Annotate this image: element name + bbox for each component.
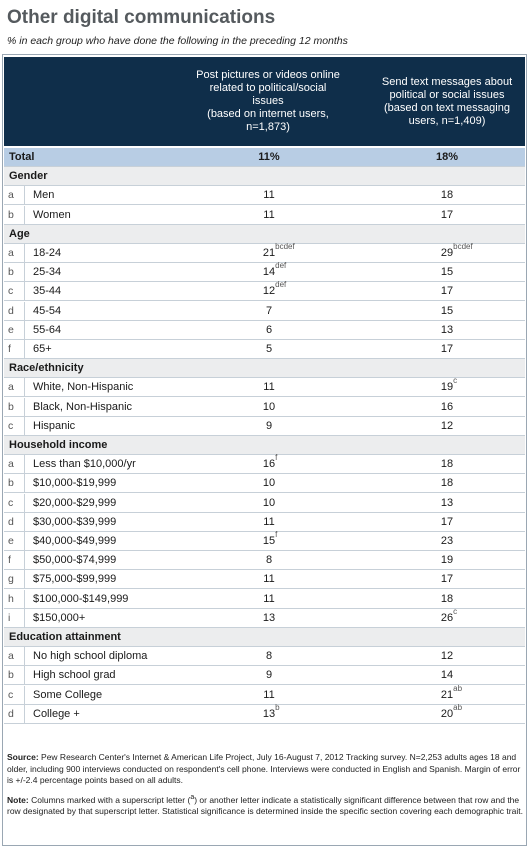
cell-col2 [422, 189, 472, 201]
cell-col2 [422, 669, 472, 681]
cell-col2-value: 17 [440, 285, 454, 298]
cell-col2-value: 12 [440, 650, 454, 663]
row-letter-divider [24, 398, 25, 416]
section-header [4, 359, 525, 378]
page-title: Other digital communications [7, 7, 276, 28]
cell-col1 [244, 612, 294, 624]
cell-col1-wrap [263, 612, 275, 624]
row-label: Black, Non-Hispanic [33, 400, 133, 413]
cell-col1-wrap [266, 343, 272, 355]
row-letter: c [8, 419, 14, 432]
cell-col1 [244, 689, 294, 701]
cell-col1-value: 11 [263, 189, 275, 202]
row-letter: d [8, 304, 14, 317]
cell-col1-value: 10 [262, 477, 276, 490]
row-label: White, Non-Hispanic [33, 381, 134, 394]
table-row [4, 378, 525, 397]
row-letter-divider [24, 302, 25, 320]
row-letter: c [8, 496, 14, 509]
table-row [4, 551, 525, 570]
row-letter: a [8, 247, 14, 259]
cell-col1-value: 5 [265, 343, 273, 355]
row-letter: b [8, 477, 14, 490]
cell-col1-wrap [263, 381, 274, 393]
cell-col2-wrap [441, 189, 453, 201]
cell-col1-value: 11 [263, 208, 275, 221]
cell-col2-wrap [440, 702, 463, 720]
row-letter: c [8, 688, 14, 701]
significance-superscript: f [275, 453, 278, 463]
table-row [4, 532, 525, 551]
row-letter-divider [24, 513, 25, 531]
row-label: $30,000-$39,999 [33, 515, 117, 528]
section-title: Age [9, 227, 30, 240]
cell-col2-wrap [441, 497, 453, 509]
row-label: Men [33, 189, 55, 202]
cell-col2 [422, 606, 472, 624]
cell-col2-value: 14 [440, 669, 454, 682]
section-title: Household income [9, 439, 108, 451]
cell-col1 [244, 593, 294, 605]
significance-superscript: c [453, 376, 458, 386]
section-header [4, 225, 525, 244]
cell-col2-value: 17 [440, 573, 454, 586]
cell-col1-value: 11 [263, 688, 275, 701]
row-label: No high school diploma [33, 650, 148, 663]
cell-col2-wrap [441, 573, 453, 585]
row-label: 45-54 [33, 304, 62, 317]
cell-col1 [244, 477, 294, 489]
row-letter: b [8, 669, 14, 682]
cell-col2 [422, 593, 472, 605]
cell-col2 [422, 324, 472, 336]
table-row [4, 398, 525, 417]
row-letter: a [8, 458, 14, 471]
section-title: Race/ethnicity [9, 362, 84, 375]
cell-col1 [244, 305, 294, 317]
cell-col1-wrap [266, 650, 272, 662]
cell-col1-value: 21 [262, 247, 276, 259]
cell-col1 [244, 554, 294, 566]
row-label: Hispanic [33, 419, 76, 432]
table-row [4, 494, 525, 513]
cell-col1-wrap [262, 261, 287, 279]
row-label: $20,000-$29,999 [33, 496, 117, 509]
row-letter: b [8, 266, 14, 279]
footnotes [7, 752, 525, 822]
row-label: 55-64 [33, 323, 62, 336]
header-col-post-pictures: Post pictures or videos online related to political/social issues (based on internet users, n=1,873) [196, 69, 340, 133]
cell-col1 [244, 324, 294, 336]
table-row [4, 590, 525, 609]
cell-col2-value: 20 [440, 707, 454, 720]
cell-col1 [244, 530, 294, 547]
cell-col1 [244, 573, 294, 585]
cell-col1-value: 6 [265, 323, 273, 336]
cell-col2 [422, 401, 472, 413]
table-row [4, 244, 525, 263]
cell-col2-wrap [441, 535, 453, 547]
row-letter: g [8, 573, 14, 586]
cell-col1-wrap [263, 477, 275, 489]
cell-col2 [422, 477, 472, 489]
row-label: $10,000-$19,999 [33, 477, 117, 490]
cell-col2 [422, 285, 472, 297]
cell-col2-value: 13 [440, 323, 454, 336]
cell-col1-value: 8 [265, 650, 273, 663]
significance-superscript: c [453, 606, 458, 616]
table-row [4, 263, 525, 282]
section-header [4, 628, 525, 647]
table-row [4, 282, 525, 301]
row-letter-divider [24, 609, 25, 627]
cell-col2-value: 12 [440, 419, 454, 432]
cell-col2-wrap [441, 305, 453, 317]
cell-col2 [422, 266, 472, 278]
row-letter-divider [24, 206, 25, 224]
cell-col2-value: 15 [440, 266, 454, 279]
cell-col1 [244, 650, 294, 662]
row-label: $75,000-$99,999 [33, 573, 117, 586]
row-letter-divider [24, 686, 25, 704]
table-header [4, 57, 525, 146]
cell-col2-wrap [441, 401, 453, 413]
cell-col2-wrap [441, 458, 453, 470]
cell-col2-wrap [441, 477, 453, 489]
cell-col2 [422, 376, 472, 394]
cell-col2-wrap [441, 650, 453, 662]
significance-superscript: ab [453, 702, 463, 712]
cell-col1 [244, 401, 294, 413]
row-letter: i [8, 611, 11, 624]
cell-col1-value: 11 [263, 573, 275, 586]
row-letter: e [8, 323, 14, 336]
cell-col2 [422, 209, 472, 221]
section-header [4, 167, 525, 186]
cell-col1-value: 10 [262, 496, 276, 509]
significance-note: Note: Columns marked with a superscript letter ($^a$) or another letter indicate a statistically significant difference between that row and the row designated by that superscript letter. Statistical significance is determined inside the specific section covering each demographic trait. [7, 793, 523, 816]
significance-superscript: f [275, 530, 278, 539]
row-letter: e [8, 535, 14, 547]
header-col-text-messages: Send text messages about political or social issues (based on text messaging users, n=1,409) [381, 75, 513, 127]
table-row [4, 474, 525, 493]
row-letter-divider [24, 455, 25, 473]
cell-col1-value: 13 [262, 707, 276, 720]
cell-col2-wrap [441, 324, 453, 336]
cell-col2-value: 17 [440, 208, 454, 221]
cell-col1 [244, 516, 294, 528]
cell-col2-wrap [440, 683, 463, 701]
table-row [4, 683, 525, 705]
row-label: $150,000+ [33, 611, 86, 624]
cell-col2 [422, 702, 472, 720]
cell-col2-wrap [441, 554, 453, 566]
row-label: 35-44 [33, 285, 62, 298]
row-letter-divider [24, 378, 25, 396]
row-letter-divider [24, 494, 25, 512]
cell-col2-wrap [440, 606, 458, 624]
cell-col1 [244, 702, 294, 720]
row-letter-divider [24, 590, 25, 608]
cell-col2 [422, 554, 472, 566]
cell-col1-wrap [263, 689, 274, 701]
row-label: College + [33, 707, 80, 720]
table-row [4, 417, 525, 436]
significance-superscript: bcdef [453, 242, 473, 251]
row-letter-divider [24, 474, 25, 492]
cell-col2-value: 18 [440, 592, 454, 605]
row-letter: a [8, 381, 14, 394]
cell-col1 [244, 280, 294, 298]
cell-col2-value: 16 [440, 400, 454, 413]
cell-col2-wrap [440, 242, 473, 259]
cell-col1-value: 9 [265, 419, 273, 432]
table-row [4, 321, 525, 340]
source-note: Source: Pew Research Center's Internet & American Life Project, July 16-August 7, 2012 Tracking survey. N=2,253 adults ages 18 and older, including 900 interviews conducted on respondent's cell phone. Interviews were conducted in English and Spanish. Margin of error is +/-2.4 percentage points based on all adults. [7, 752, 521, 785]
cell-col1-wrap [263, 401, 275, 413]
cell-col2-wrap [441, 343, 453, 355]
total-value-col1: 11% [258, 151, 280, 163]
cell-col1-wrap [262, 530, 278, 547]
cell-col1-wrap [263, 497, 275, 509]
row-letter-divider [24, 570, 25, 588]
cell-col1-wrap [263, 516, 274, 528]
significance-superscript: def [275, 280, 287, 290]
cell-col1-value: 8 [265, 554, 273, 567]
cell-col2-value: 19 [440, 381, 454, 394]
table-row [4, 340, 525, 359]
table-row [4, 647, 525, 666]
cell-col1-wrap [263, 593, 274, 605]
cell-col2-value: 18 [440, 477, 454, 490]
cell-col2-wrap [441, 593, 453, 605]
cell-col2-wrap [441, 266, 453, 278]
row-letter-divider [24, 321, 25, 339]
row-label: 18-24 [33, 247, 62, 259]
row-label: $40,000-$49,999 [33, 535, 117, 547]
cell-col1-value: 12 [262, 285, 276, 298]
row-letter: h [8, 592, 14, 605]
cell-col1-value: 14 [262, 266, 276, 279]
cell-col2 [422, 458, 472, 470]
row-letter-divider [24, 551, 25, 569]
cell-col2-value: 23 [440, 535, 454, 547]
cell-col1-wrap [266, 324, 272, 336]
row-letter-divider [24, 417, 25, 435]
cell-col2-wrap [441, 516, 453, 528]
cell-col1-wrap [266, 305, 272, 317]
cell-col2 [422, 683, 472, 701]
table-row [4, 206, 525, 225]
row-letter: a [8, 189, 14, 202]
table-row [4, 606, 525, 628]
cell-col2 [422, 497, 472, 509]
row-letter: f [8, 343, 11, 355]
cell-col1 [244, 669, 294, 681]
cell-col1 [244, 261, 294, 279]
cell-col2 [422, 535, 472, 547]
table-row [4, 666, 525, 685]
cell-col1-wrap [266, 669, 272, 681]
cell-col2-value: 15 [440, 304, 454, 317]
cell-col2-wrap [441, 420, 453, 432]
cell-col2-value: 17 [440, 515, 454, 528]
cell-col1-wrap [266, 420, 272, 432]
row-label: $100,000-$149,999 [33, 592, 129, 605]
cell-col1-wrap [263, 209, 274, 221]
cell-col1 [244, 242, 295, 259]
cell-col2 [422, 305, 472, 317]
cell-col2-value: 19 [440, 554, 454, 567]
table-row [4, 186, 525, 205]
cell-col2-value: 26 [440, 611, 454, 624]
section-header [4, 436, 525, 455]
row-label: Women [33, 208, 71, 221]
cell-col1-wrap [262, 242, 295, 259]
section-title: Gender [9, 170, 48, 183]
row-label: Less than $10,000/yr [33, 458, 136, 471]
section-title: Education attainment [9, 631, 121, 643]
cell-col2-wrap [441, 669, 453, 681]
cell-col2 [422, 650, 472, 662]
row-letter-divider [24, 244, 25, 262]
cell-col2 [422, 573, 472, 585]
significance-superscript: b [275, 702, 280, 712]
cell-col2 [422, 343, 472, 355]
cell-col1-value: 10 [262, 400, 276, 413]
cell-col1-value: 13 [262, 611, 276, 624]
cell-col1-value: 11 [263, 592, 275, 605]
cell-col2 [422, 516, 472, 528]
cell-col2 [422, 420, 472, 432]
cell-col1-wrap [262, 280, 287, 298]
cell-col1-value: 9 [265, 669, 273, 682]
total-value-col2: 18% [435, 151, 459, 163]
cell-col1-value: 11 [263, 515, 275, 528]
row-letter: f [8, 554, 11, 567]
cell-col1-value: 7 [265, 304, 273, 317]
row-letter-divider [24, 263, 25, 281]
cell-col1 [244, 381, 294, 393]
cell-col1 [244, 209, 294, 221]
cell-col2-wrap [441, 209, 453, 221]
cell-col2-value: 13 [440, 496, 454, 509]
cell-col2-wrap [440, 376, 458, 394]
row-label: 65+ [33, 343, 52, 355]
row-label: $50,000-$74,999 [33, 554, 117, 567]
row-letter: a [8, 650, 14, 663]
cell-col1-wrap [263, 573, 274, 585]
table-row [4, 455, 525, 474]
page-subtitle: % in each group who have done the following in the preceding 12 months [7, 35, 348, 47]
row-label: 25-34 [33, 266, 62, 279]
cell-col1-value: 15 [262, 535, 276, 547]
row-letter-divider [24, 666, 25, 684]
significance-superscript: bcdef [275, 242, 295, 251]
cell-col1 [244, 420, 294, 432]
row-label: Some College [33, 688, 103, 701]
table-row [4, 702, 525, 724]
cell-col1-value: 11 [263, 381, 275, 394]
cell-col2-value: 29 [440, 247, 454, 259]
total-label: Total [9, 151, 35, 163]
table-row [4, 513, 525, 532]
cell-col2-wrap [441, 285, 453, 297]
cell-col1 [244, 189, 294, 201]
row-letter: b [8, 208, 14, 221]
cell-col2-value: 18 [440, 458, 454, 471]
row-letter-divider [24, 705, 25, 723]
row-letter-divider [24, 340, 25, 358]
row-letter-divider [24, 532, 25, 550]
cell-col2-value: 21 [440, 688, 454, 701]
row-letter: c [8, 285, 14, 298]
cell-col1-wrap [262, 453, 278, 471]
cell-col1-wrap [262, 702, 280, 720]
row-letter: d [8, 707, 14, 720]
row-letter: b [8, 400, 14, 413]
significance-superscript: ab [453, 683, 463, 693]
table-row [4, 302, 525, 321]
row-letter-divider [24, 186, 25, 204]
total-row [4, 148, 525, 167]
cell-col1 [244, 453, 294, 471]
cell-col1-wrap [266, 554, 272, 566]
row-letter-divider [24, 647, 25, 665]
cell-col1 [244, 497, 294, 509]
cell-col2 [422, 242, 473, 259]
row-letter: d [8, 515, 14, 528]
cell-col1-wrap [263, 189, 274, 201]
row-letter-divider [24, 282, 25, 300]
cell-col1-value: 16 [262, 458, 276, 471]
cell-col2-value: 17 [440, 343, 454, 355]
significance-superscript: def [275, 261, 287, 271]
table-row [4, 570, 525, 589]
cell-col2-value: 18 [440, 189, 454, 202]
row-label: High school grad [33, 669, 116, 682]
cell-col1 [244, 343, 294, 355]
